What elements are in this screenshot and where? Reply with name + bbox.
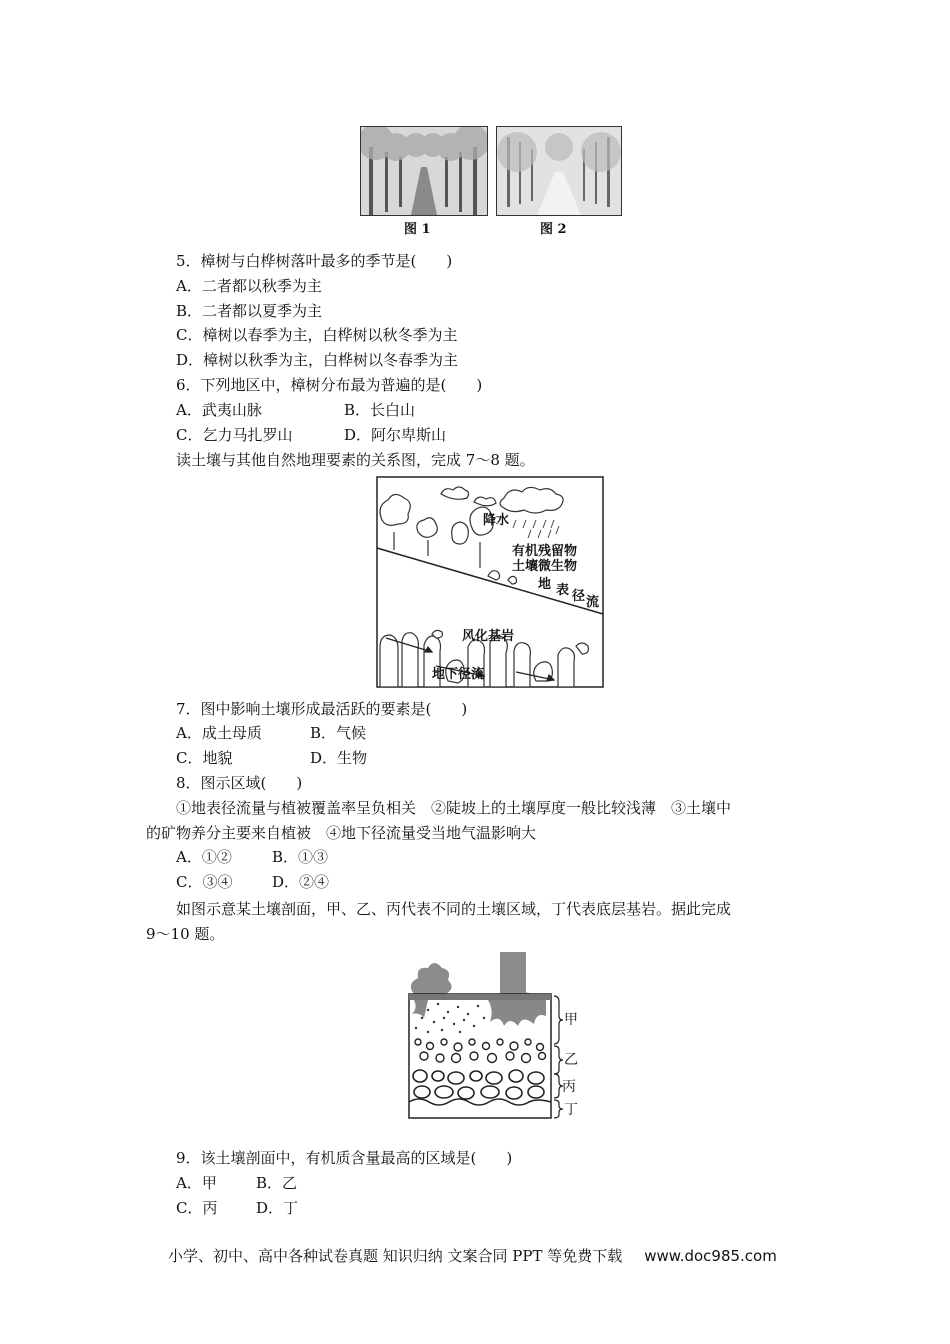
soil-relation-drawing xyxy=(376,476,604,688)
intro-9-10-line-2: 9～10 题。 xyxy=(146,925,225,943)
figure-caption-2: 图 2 xyxy=(540,222,567,237)
label-soil-microbes: 土壤微生物 xyxy=(512,559,578,574)
label-runoff-1: 地 xyxy=(538,577,552,592)
photo-camphor-trees xyxy=(360,126,488,216)
label-jia: 甲 xyxy=(564,1012,578,1028)
question-7-stem: 7．图中影响土壤形成最活跃的要素是( ) xyxy=(176,700,468,718)
question-8-statements-line-1: ①地表径流量与植被覆盖率呈负相关 ②陡坡上的土壤厚度一般比较浅薄 ③土壤中 xyxy=(176,799,732,817)
label-runoff-3: 径 xyxy=(572,589,586,604)
figure-caption-1: 图 1 xyxy=(404,222,431,237)
question-6-option-d: D．阿尔卑斯山 xyxy=(344,426,447,444)
question-8-option-d: D．②④ xyxy=(272,873,330,891)
label-underground-runoff: 地下径流 xyxy=(432,667,485,682)
question-9-option-c: C．丙 xyxy=(176,1199,218,1217)
page-footer xyxy=(168,1245,777,1266)
intro-9-10-line-1: 如图示意某土壤剖面，甲、乙、丙代表不同的土壤区域，丁代表底层基岩。据此完成 xyxy=(176,900,732,918)
intro-7-8: 读土壤与其他自然地理要素的关系图，完成 7～8 题。 xyxy=(176,451,535,469)
soil-profile-diagram xyxy=(404,952,584,1122)
label-yi: 乙 xyxy=(564,1052,578,1068)
question-9-stem: 9．该土壤剖面中，有机质含量最高的区域是( ) xyxy=(176,1149,513,1167)
tree-avenue-image-2 xyxy=(497,127,621,215)
question-6-stem: 6．下列地区中，樟树分布最为普遍的是( ) xyxy=(176,376,483,394)
footer-url[interactable]: www.doc985.com xyxy=(644,1247,777,1265)
question-5-stem: 5．樟树与白桦树落叶最多的季节是( ) xyxy=(176,252,453,270)
question-8-option-b: B．①③ xyxy=(272,848,329,866)
label-runoff-2: 表 xyxy=(556,583,570,598)
footer-text: 小学、初中、高中各种试卷真题 知识归纳 文案合同 PPT 等免费下载 xyxy=(168,1247,623,1265)
question-5-option-a: A．二者都以秋季为主 xyxy=(176,277,322,295)
question-6-option-c: C．乞力马扎罗山 xyxy=(176,426,293,444)
question-7-option-a: A．成土母质 xyxy=(176,724,262,742)
question-7-option-c: C．地貌 xyxy=(176,749,233,767)
label-weathered-bedrock: 风化基岩 xyxy=(462,629,515,644)
question-8-stem: 8．图示区域( ) xyxy=(176,774,303,792)
question-7-option-d: D．生物 xyxy=(310,749,368,767)
label-runoff-4: 流 xyxy=(586,595,600,610)
soil-profile-drawing xyxy=(404,952,584,1122)
question-5-option-c: C．樟树以春季为主，白桦树以秋冬季为主 xyxy=(176,326,458,344)
soil-relation-diagram xyxy=(376,476,604,688)
label-bing: 丙 xyxy=(562,1079,576,1095)
question-7-option-b: B．气候 xyxy=(310,724,367,742)
question-8-statements-line-2: 的矿物养分主要来自植被 ④地下径流量受当地气温影响大 xyxy=(146,824,537,842)
question-5-option-d: D．樟树以秋季为主，白桦树以冬春季为主 xyxy=(176,351,459,369)
tree-avenue-image-1 xyxy=(361,127,487,215)
photo-birch-trees xyxy=(496,126,622,216)
question-8-option-a: A．①② xyxy=(176,848,232,866)
label-organic-residue: 有机残留物 xyxy=(512,544,578,559)
question-9-option-b: B．乙 xyxy=(256,1174,298,1192)
question-5-option-b: B．二者都以夏季为主 xyxy=(176,302,323,320)
question-6-option-b: B．长白山 xyxy=(344,401,416,419)
question-9-option-d: D．丁 xyxy=(256,1199,299,1217)
question-6-option-a: A．武夷山脉 xyxy=(176,401,262,419)
label-rain: 降水 xyxy=(483,513,510,528)
question-9-option-a: A．甲 xyxy=(176,1174,217,1192)
question-8-option-c: C．③④ xyxy=(176,873,233,891)
label-ding: 丁 xyxy=(564,1102,578,1118)
